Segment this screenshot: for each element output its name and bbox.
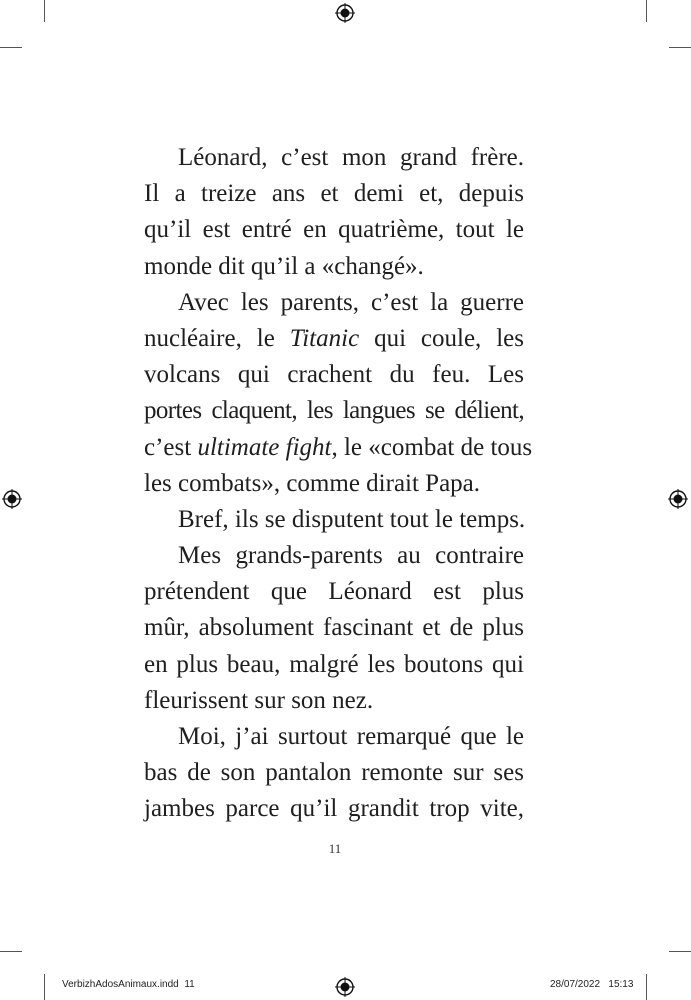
crop-mark-top-left-vertical [44, 0, 45, 22]
text-line: mûr, absolument fascinant et de plus [144, 614, 524, 642]
paragraph-5 [144, 719, 524, 828]
text-line: Mes grands-parents au contraire [178, 542, 524, 570]
text-line: qu’il est entré en quatrième, tout le [144, 216, 524, 244]
text-line: en plus beau, malgré les boutons qui [144, 650, 524, 678]
page-number: 11 [328, 841, 342, 856]
italic-title-titanic: Titanic [289, 324, 360, 352]
text-line: bas de son pantalon remonte sur ses [144, 759, 524, 787]
paragraph-4 [144, 538, 524, 719]
slug-date: 28/07/2022 [550, 979, 601, 990]
text-line: Moi, j’ai surtout remarqué que le [178, 723, 524, 750]
text-line: les combats», comme dirait Papa. [144, 469, 481, 497]
slug-timestamp [550, 979, 633, 990]
slug-file: VerbizhAdosAnimaux.indd [62, 979, 179, 990]
slug-page: 11 [184, 979, 195, 990]
text-line: Avec les parents, c’est la guerre [178, 288, 524, 316]
text-line: nucléaire, le Titanic qui coule, les [144, 324, 524, 352]
registration-mark-right [668, 489, 688, 509]
text-line: portes claquent, les langues se délient, [144, 397, 524, 425]
paragraph-3 [144, 502, 524, 538]
text-line: prétendent que Léonard est plus [144, 578, 524, 606]
crop-mark-bottom-left-vertical [44, 974, 45, 1000]
slug-filename [62, 979, 195, 990]
italic-ultimate-fight: ultimate fight [197, 433, 332, 461]
text-line: jambes parce qu’il grandit trop vite, [144, 795, 524, 823]
crop-mark-bottom-left [0, 951, 22, 952]
registration-mark-bottom [335, 977, 355, 997]
crop-mark-top-left [0, 47, 22, 48]
text-line: Léonard, c’est mon grand frère. [178, 144, 524, 171]
text-line: monde dit qu’il a «changé». [144, 252, 424, 280]
paragraph-1 [144, 140, 524, 285]
crop-mark-top-right-vertical [646, 0, 647, 22]
text-line: volcans qui crachent du feu. Les [144, 361, 524, 389]
text-line: Il a treize ans et demi et, depuis [144, 180, 524, 208]
crop-mark-bottom-right [669, 951, 691, 952]
text-line: Bref, ils se disputent tout le temps. [178, 505, 526, 533]
slug-time: 15:13 [608, 979, 634, 990]
page-body-text [144, 140, 533, 828]
text-line: c’est ultimate fight, le «combat de tous [144, 433, 533, 461]
registration-mark-left [2, 489, 22, 509]
text-line: fleurissent sur son nez. [144, 686, 374, 714]
registration-mark-top [335, 3, 355, 23]
paragraph-2 [144, 285, 533, 502]
crop-mark-bottom-right-vertical [646, 974, 647, 1000]
crop-mark-top-right [669, 47, 691, 48]
